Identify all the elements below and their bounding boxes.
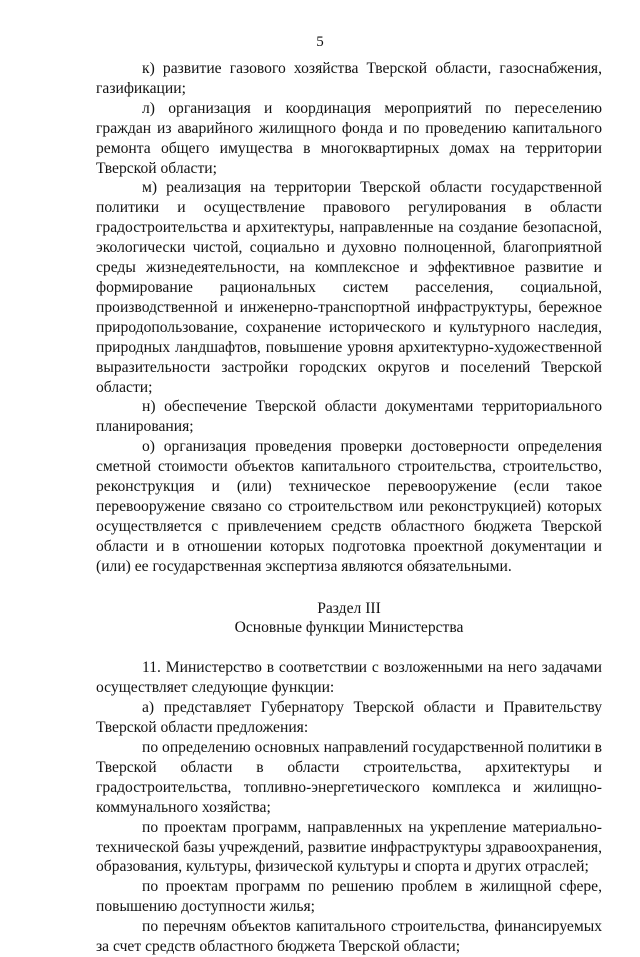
paragraph-m: м) реализация на территории Тверской области государственной политики и осуществление правового регулирования в области градостроительства и архитектуры, направленные на создание безопасной, экологически чистой, социально и духовно полноценной, благоприятной среды жизнедеятельности, на комплексное и эффективное развитие и формирование рациональных систем расселения, социальной, производственной и инженерно-транспортной инфраструктуры, бережное природопользование, сохранение исторического и культурного наследия, природных ландшафтов, повышение уровня архитектурно-художественной выразительности застройки городских округов и поселений Тверской области; (96, 179, 602, 396)
spacer (96, 638, 602, 658)
paragraph-k: к) развитие газового хозяйства Тверской области, газоснабжения, газификации; (96, 60, 602, 97)
paragraph-proposal-policy: по определению основных направлений государственной политики в Тверской области в области строительства, архитектуры и градостроительства, топливно-энергетического комплекса и жилищно-коммунального хозяйства; (96, 739, 602, 816)
paragraph-o: о) организация проведения проверки достоверности определения сметной стоимости объектов капитального строительства, строительство, реконструкция и (или) техническое перевооружение (если такое перевооружение связано со строительством или реконструкцией) которых осуществляется с привлечением средств областного бюджета Тверской области и в отношении которых подготовка проектной документации и (или) ее государственная экспертиза являются обязательными. (96, 438, 602, 575)
paragraph-proposal-housing: по проектам программ по решению проблем в жилищной сфере, повышению доступности жилья; (96, 878, 602, 916)
paragraph-n: н) обеспечение Тверской области документами территориального планирования; (96, 398, 602, 436)
page-number: 5 (316, 34, 324, 50)
spacer (96, 577, 602, 599)
paragraph-proposal-programs: по проектам программ, направленных на укрепление материально-технической базы учреждений, развитие инфраструктуры здравоохранения, образования, культуры, физической культуры и спорта и других отраслей; (96, 818, 602, 876)
paragraph-proposal-objects: по перечням объектов капитального строительства, финансируемых за счет средств областного бюджета Тверской области; (96, 918, 602, 956)
paragraph-11: 11. Министерство в соответствии с возложенными на него задачами осуществляет следующие функции: (96, 659, 602, 697)
paragraph-a: а) представляет Губернатору Тверской области и Правительству Тверской области предложения: (96, 699, 602, 737)
document-body (96, 59, 602, 957)
section-title: Основные функции Министерства (234, 619, 464, 637)
section-number: Раздел III (317, 599, 381, 617)
paragraph-l: л) организация и координация мероприятий по переселению граждан из аварийного жилищного фонда и по проведению капитального ремонта общего имущества в многоквартирных домах на территории Тверской области; (96, 99, 602, 177)
